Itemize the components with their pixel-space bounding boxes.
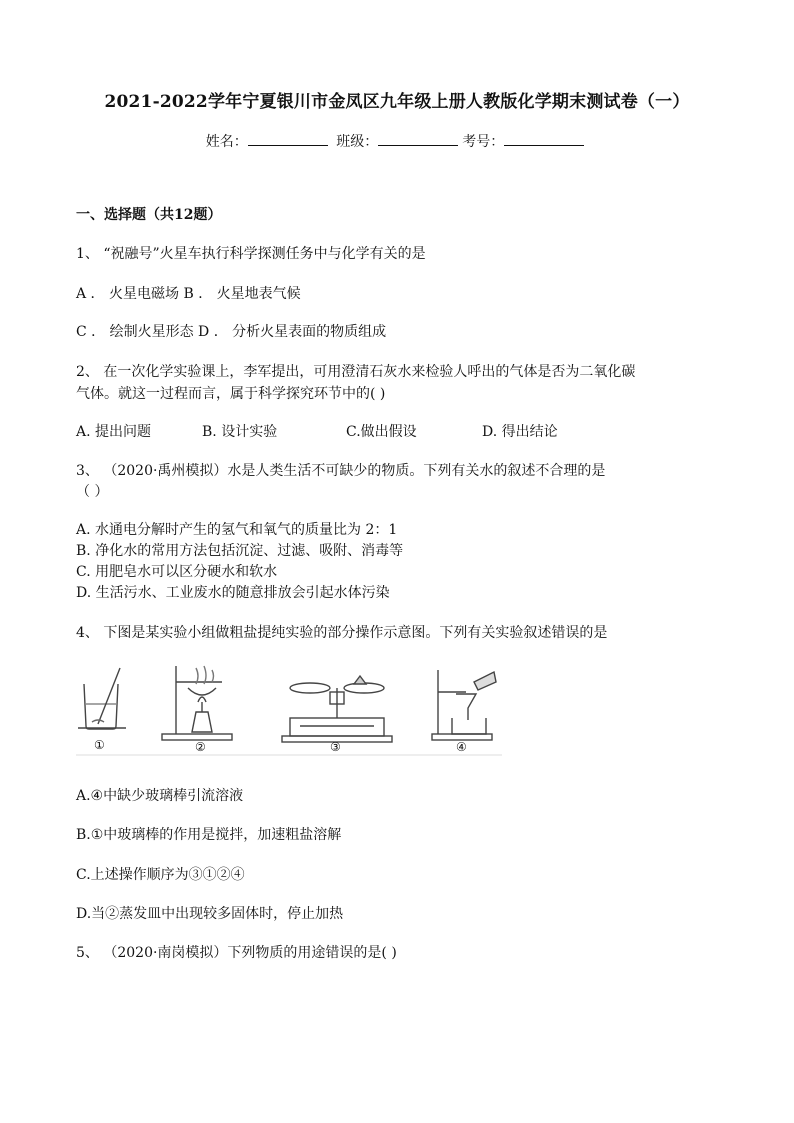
exam-title: 2021-2022学年宁夏银川市金凤区九年级上册人教版化学期末测试卷（一）	[104, 92, 690, 112]
student-info-line	[0, 131, 794, 151]
class-label: 班级：	[336, 134, 379, 150]
q2-stem-line2: 气体。就这一过程而言，属于科学探究环节中的( )	[76, 386, 386, 402]
q2-stem-line1: 2、 在一次化学实验课上，李军提出，可用澄清石灰水来检验人呼出的气体是否为二氧化碳	[76, 364, 636, 380]
filtration-illustration	[432, 670, 496, 740]
q5-stem: 5、 （2020·南岗模拟）下列物质的用途错误的是( )	[76, 945, 397, 961]
figure-label-3: ③	[330, 740, 341, 754]
figure-label-1: ①	[94, 738, 105, 752]
q4-option-a: A.④中缺少玻璃棒引流溶液	[76, 788, 244, 804]
q3-option-a: A. 水通电分解时产生的氢气和氧气的质量比为 2：1	[76, 522, 398, 538]
lab-apparatus-illustration	[76, 662, 502, 756]
q4-stem: 4、 下图是某实验小组做粗盐提纯实验的部分操作示意图。下列有关实验叙述错误的是	[76, 625, 608, 641]
beaker-with-rod-illustration	[78, 668, 126, 729]
q3-option-c: C. 用肥皂水可以区分硬水和软水	[76, 564, 278, 580]
name-label: 姓名：	[205, 134, 248, 150]
q1-options-cd: C ． 绘制火星形态 D ． 分析火星表面的物质组成	[76, 324, 387, 340]
exam-number-blank[interactable]	[504, 131, 584, 146]
q4-option-b: B.①中玻璃棒的作用是搅拌，加速粗盐溶解	[76, 827, 342, 843]
q3-option-d: D. 生活污水、工业废水的随意排放会引起水体污染	[76, 585, 390, 601]
name-blank[interactable]	[248, 131, 328, 146]
q2-option-b: B. 设计实验	[202, 424, 278, 440]
q3-stem-line2: （ ）	[76, 484, 109, 500]
class-blank[interactable]	[378, 131, 458, 146]
q3-option-b: B. 净化水的常用方法包括沉淀、过滤、吸附、消毒等	[76, 543, 404, 559]
figure-label-4: ④	[456, 740, 467, 754]
q4-experiment-figure	[76, 662, 502, 756]
q4-option-d: D.当②蒸发皿中出现较多固体时，停止加热	[76, 906, 344, 922]
exam-number-label: 考号：	[462, 134, 505, 150]
q2-option-a: A. 提出问题	[76, 424, 152, 440]
q1-stem: 1、 “祝融号”火星车执行科学探测任务中与化学有关的是	[76, 246, 426, 262]
q3-stem-line1: 3、 （2020·禹州模拟）水是人类生活不可缺少的物质。下列有关水的叙述不合理的是	[76, 463, 606, 479]
q2-option-c: C.做出假设	[346, 424, 417, 440]
q1-options-ab: A ． 火星电磁场 B ． 火星地表气候	[76, 286, 301, 302]
evaporation-setup-illustration	[162, 666, 232, 740]
balance-illustration	[282, 676, 392, 742]
q4-option-c: C.上述操作顺序为③①②④	[76, 867, 245, 883]
figure-label-2: ②	[195, 740, 206, 754]
section-heading: 一、选择题（共12题）	[76, 207, 222, 223]
q2-option-d: D. 得出结论	[482, 424, 558, 440]
